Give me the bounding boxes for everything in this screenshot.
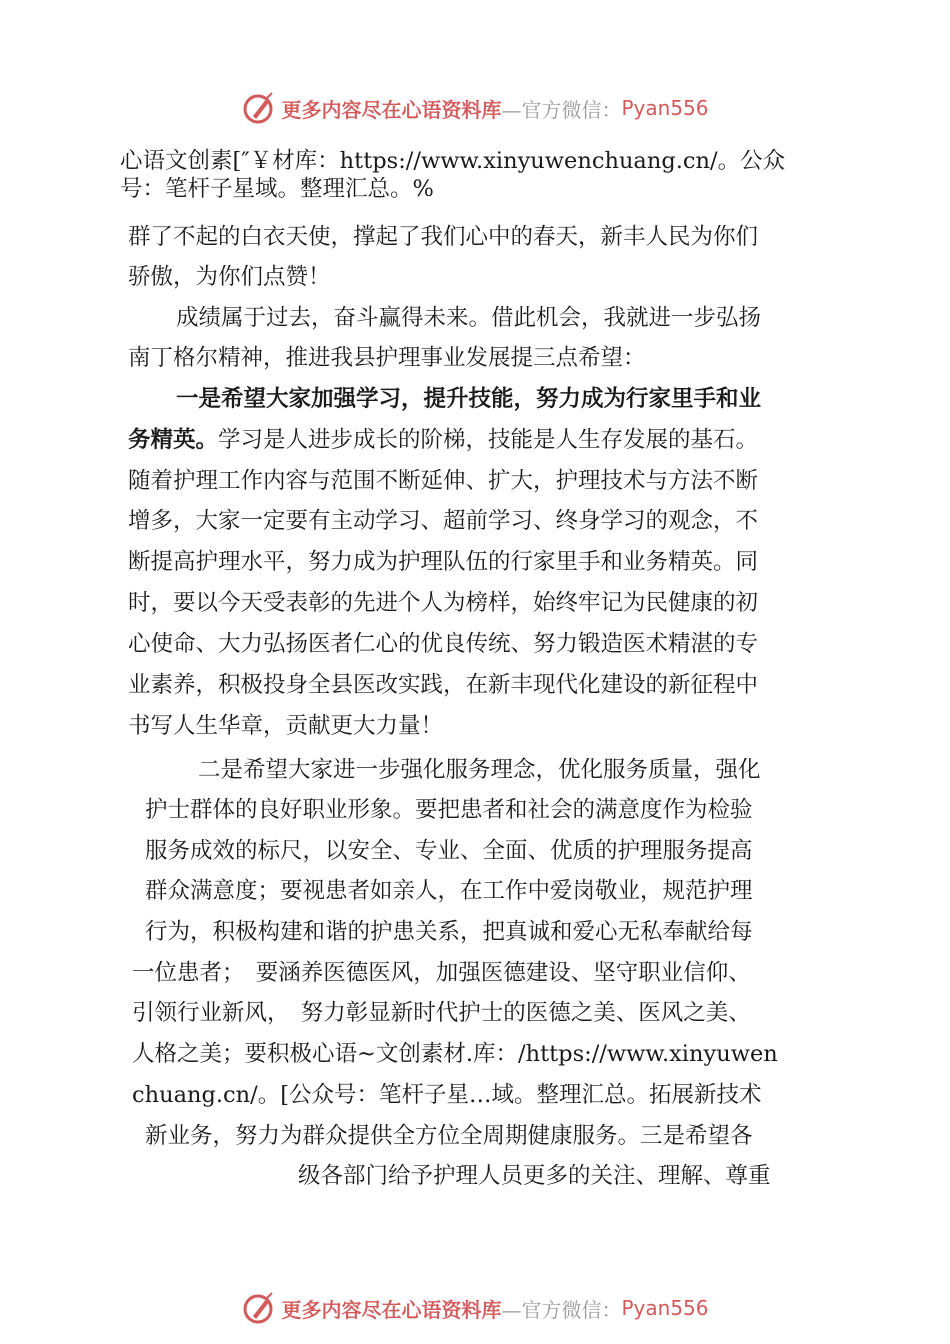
body-line: 增多，大家一定要有主动学习、超前学习、终身学习的观念，不: [128, 508, 759, 534]
body-line: 护士群体的良好职业形象。要把患者和社会的满意度作为检验: [145, 797, 753, 823]
banner-sub-text: —官方微信：: [501, 97, 622, 122]
body-line: 群了不起的白衣天使，撑起了我们心中的春天，新丰人民为你们: [128, 224, 759, 250]
banner-main-text: 更多内容尽在心语资料库: [281, 97, 502, 122]
footer-banner: [0, 1288, 950, 1328]
body-line: 人格之美；要积极心语~文创素材.库：/https://www.xinyuwen: [132, 1041, 778, 1067]
body-line: 随着护理工作内容与范围不断延伸、扩大，护理技术与方法不断: [128, 468, 759, 494]
body-line: 断提高护理水平，努力成为护理队伍的行家里手和业务精英。同: [128, 549, 759, 575]
body-line: 南丁格尔精神，推进我县护理事业发展提三点希望：: [128, 345, 646, 371]
body-line: 群众满意度；要视患者如亲人，在工作中爱岗敬业，规范护理: [145, 878, 753, 904]
body-line: 业素养，积极投身全县医改实践，在新丰现代化建设的新征程中: [128, 672, 759, 698]
banner-wechat-id: Pyan556: [621, 1296, 709, 1320]
banner-wechat-id: Pyan556: [621, 96, 709, 120]
body-line: 骄傲，为你们点赞！: [128, 264, 331, 290]
body-line: 书写人生华章，贡献更大力量！: [128, 713, 444, 739]
bold-heading-line: 一是希望大家加强学习，提升技能，努力成为行家里手和业: [176, 386, 762, 412]
body-line: 号：笔杆子星域。整理汇总。%: [120, 176, 434, 202]
body-line: 级各部门给予护理人员更多的关注、理解、尊重: [298, 1163, 771, 1189]
body-line: 行为，积极构建和谐的护患关系，把真诚和爱心无私奉献给每: [145, 919, 753, 945]
header-banner: [0, 88, 950, 128]
body-line: 引领行业新风， 努力彰显新时代护士的医德之美、医风之美、: [132, 1000, 751, 1026]
pen-seal-logo-icon: [241, 1290, 277, 1326]
body-line: 时，要以今天受表彰的先进个人为榜样，始终牢记为民健康的初: [128, 590, 759, 616]
body-line: 一位患者； 要涵养医德医风，加强医德建设、坚守职业信仰、: [132, 960, 751, 986]
body-line: 成绩属于过去，奋斗赢得未来。借此机会，我就进一步弘扬: [176, 305, 762, 331]
body-line: [128, 425, 758, 455]
body-line: 二是希望大家进一步强化服务理念，优化服务质量，强化: [198, 757, 761, 783]
bold-heading-end: 务精英。: [128, 427, 219, 453]
body-line: 新业务，努力为群众提供全方位全周期健康服务。三是希望各: [145, 1123, 753, 1149]
body-line: 服务成效的标尺，以安全、专业、全面、优质的护理服务提高: [145, 838, 753, 864]
pen-seal-logo-icon: [241, 90, 277, 126]
banner-main-text: 更多内容尽在心语资料库: [281, 1297, 502, 1322]
body-line-rest: 学习是人进步成长的阶梯，技能是人生存发展的基石。: [218, 427, 759, 453]
body-line: chuang.cn/。[公众号：笔杆子星…域。整理汇总。拓展新技术: [132, 1082, 762, 1108]
body-line: 心语文创素[″￥材库：https://www.xinyuwenchuang.cn/。公众: [120, 148, 786, 174]
body-line: 心使命、大力弘扬医者仁心的优良传统、努力锻造医术精湛的专: [128, 631, 759, 657]
banner-sub-text: —官方微信：: [501, 1297, 622, 1322]
